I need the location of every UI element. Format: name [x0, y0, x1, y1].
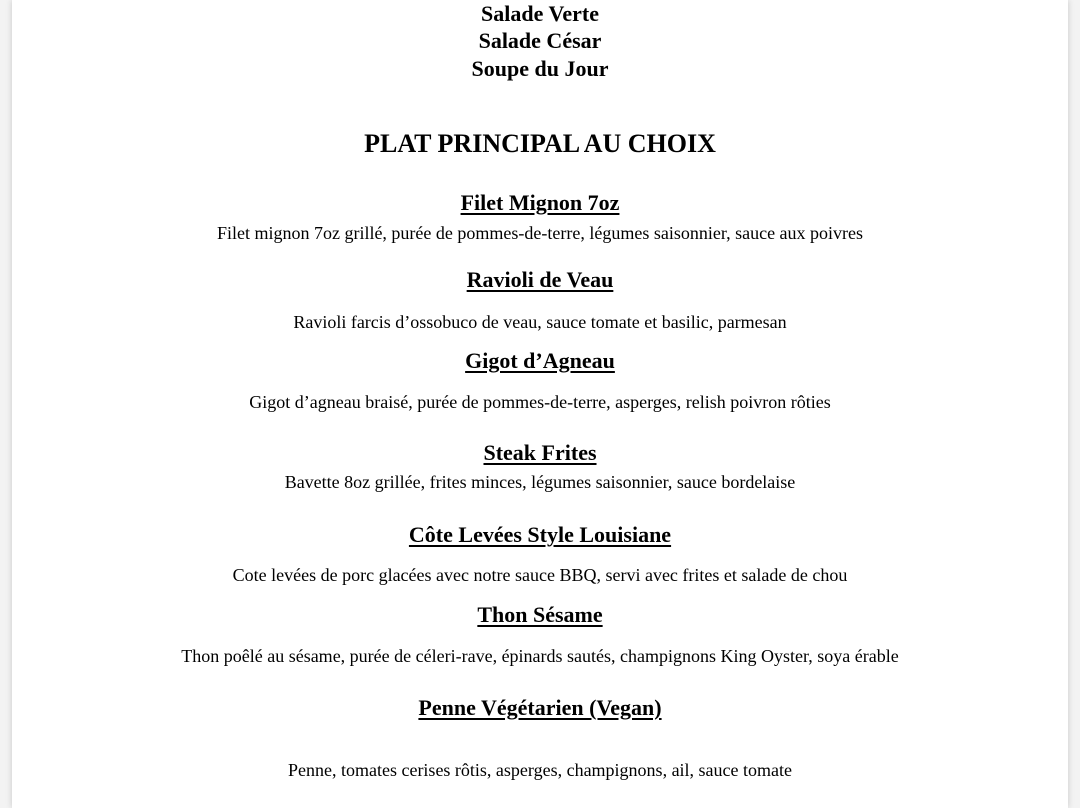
dish-description: Filet mignon 7oz grillé, purée de pommes-de-terre, légumes saisonnier, sauce aux poivres	[216, 223, 864, 243]
dish-name: Thon Sésame	[477, 602, 603, 627]
dish-description: Thon poêlé au sésame, purée de céleri-rave, épinards sautés, champignons King Oyster, soya érable	[181, 646, 899, 666]
dish-description: Penne, tomates cerises rôtis, asperges, champignons, ail, sauce tomate	[287, 760, 793, 780]
dish-name: Penne Végétarien (Vegan)	[418, 695, 662, 720]
dish-name: Steak Frites	[483, 440, 597, 465]
section-title: PLAT PRINCIPAL AU CHOIX	[364, 129, 716, 158]
starter-item: Soupe du Jour	[471, 56, 609, 81]
menu-page	[12, 0, 1068, 808]
dish-description: Cote levées de porc glacées avec notre sauce BBQ, servi avec frites et salade de chou	[232, 565, 848, 585]
starter-item: Salade César	[478, 28, 602, 53]
dish-description: Ravioli farcis d’ossobuco de veau, sauce tomate et basilic, parmesan	[293, 312, 787, 332]
dish-name: Côte Levées Style Louisiane	[408, 522, 672, 547]
dish-description: Bavette 8oz grillée, frites minces, légumes saisonnier, sauce bordelaise	[284, 472, 796, 492]
dish-name: Filet Mignon 7oz	[460, 190, 620, 215]
dish-description: Gigot d’agneau braisé, purée de pommes-de-terre, asperges, relish poivron rôties	[249, 392, 831, 412]
starter-item: Salade Verte	[481, 1, 599, 26]
dish-name: Gigot d’Agneau	[465, 348, 615, 373]
dish-name: Ravioli de Veau	[466, 267, 614, 292]
